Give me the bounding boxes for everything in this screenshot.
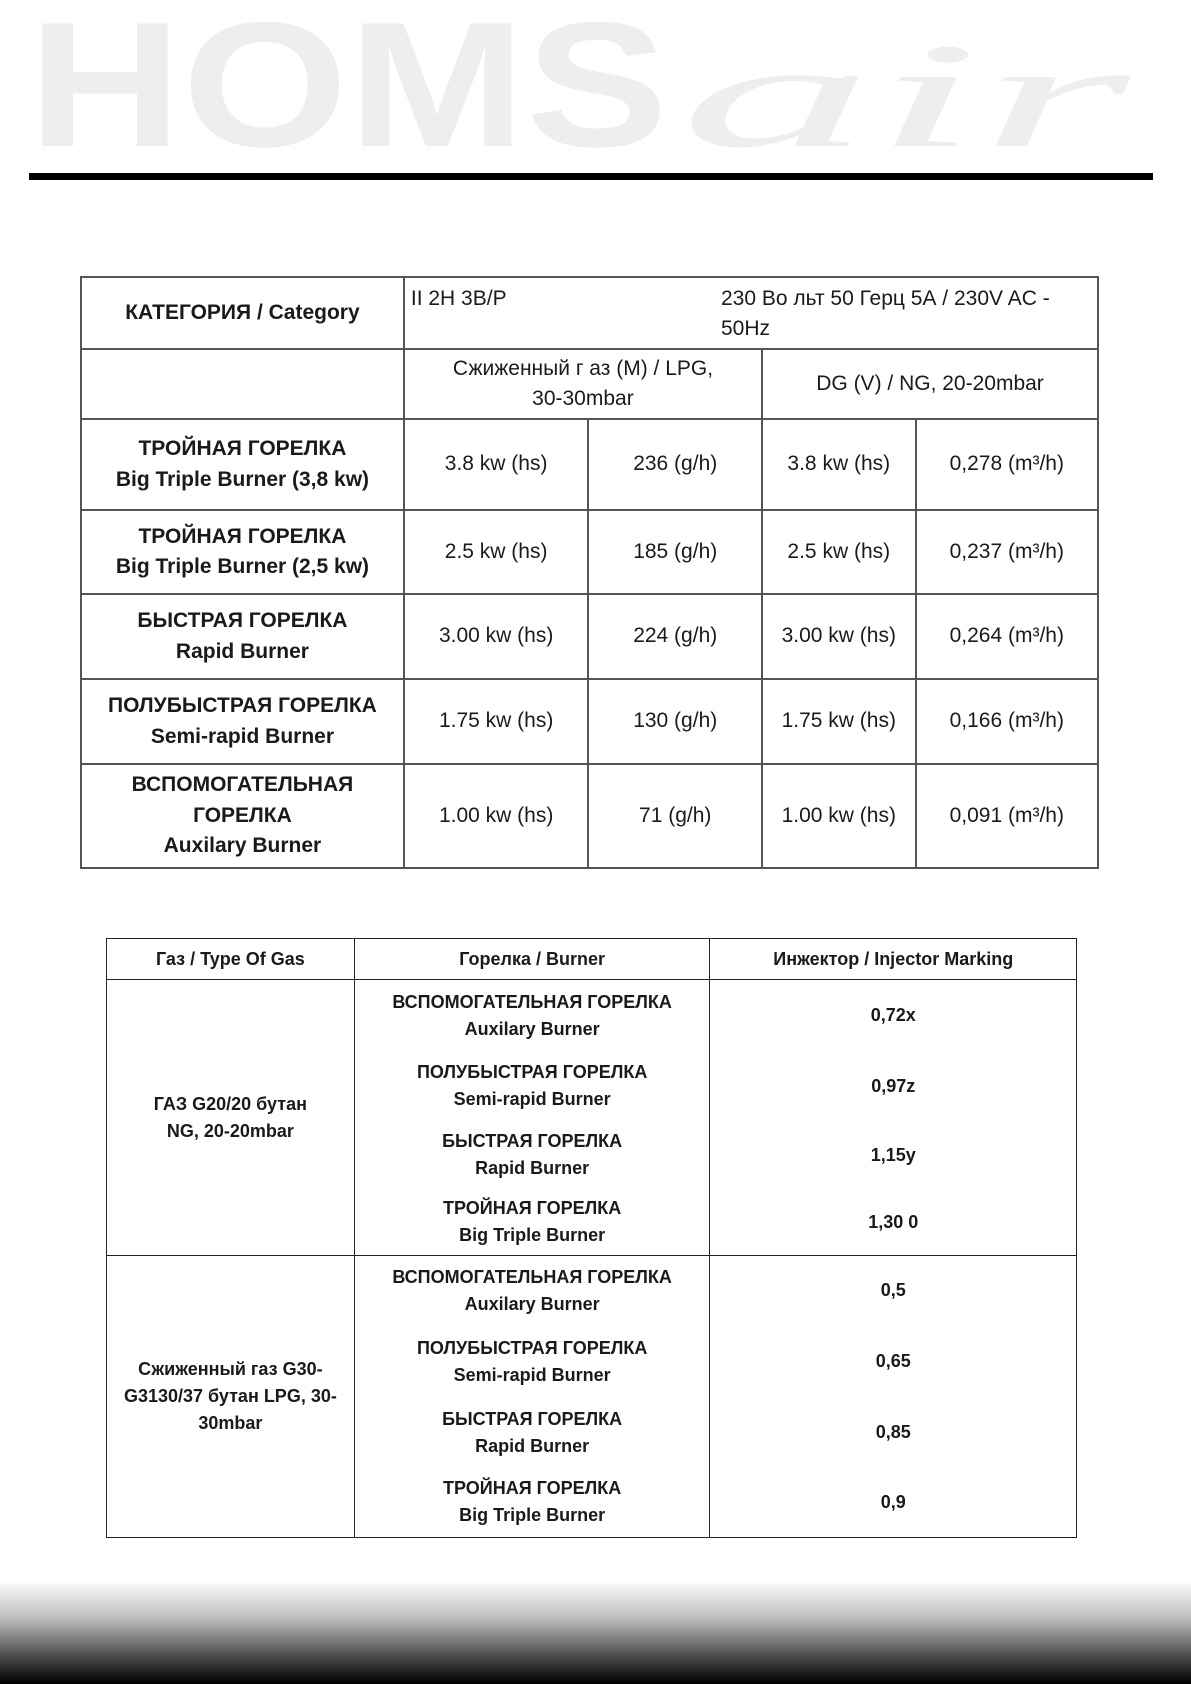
injector-marking: 1,30 0 xyxy=(710,1190,1077,1256)
injector-marking: 0,9 xyxy=(710,1468,1077,1538)
category-label: КАТЕГОРИЯ / Category xyxy=(81,277,404,349)
injector-table xyxy=(106,938,1077,1538)
burner: ПОЛУБЫСТРАЯ ГОРЕЛКА Semi-rapid Burner xyxy=(354,1326,710,1398)
lpg-flow: 71 (g/h) xyxy=(588,764,762,868)
burner: БЫСТРАЯ ГОРЕЛКА Rapid Burner xyxy=(354,1398,710,1468)
lpg-flow: 236 (g/h) xyxy=(588,419,762,510)
burner: ВСПОМОГАТЕЛЬНАЯ ГОРЕЛКА Auxilary Burner xyxy=(354,1256,710,1326)
ng-flow: 0,166 (m³/h) xyxy=(916,679,1098,764)
lpg-flow: 130 (g/h) xyxy=(588,679,762,764)
burner: ПОЛУБЫСТРАЯ ГОРЕЛКА Semi-rapid Burner xyxy=(354,1052,710,1121)
ng-flow: 0,278 (m³/h) xyxy=(916,419,1098,510)
burner: ВСПОМОГАТЕЛЬНАЯ ГОРЕЛКА Auxilary Burner xyxy=(354,980,710,1052)
gas-type: Сжиженный газ G30-G3130/37 бутан LPG, 30-30mbar xyxy=(107,1256,355,1538)
burner: БЫСТРАЯ ГОРЕЛКА Rapid Burner xyxy=(354,1121,710,1190)
lpg-power: 2.5 kw (hs) xyxy=(404,510,589,594)
burner: ТРОЙНАЯ ГОРЕЛКА Big Triple Burner xyxy=(354,1190,710,1256)
gas-type: ГАЗ G20/20 бутан NG, 20-20mbar xyxy=(107,980,355,1256)
category-value: II 2H 3B/P xyxy=(410,287,507,310)
injector-marking: 0,5 xyxy=(710,1256,1077,1326)
burner-name: БЫСТРАЯ ГОРЕЛКА Rapid Burner xyxy=(81,594,404,679)
ng-flow: 0,091 (m³/h) xyxy=(916,764,1098,868)
ng-power: 3.8 kw (hs) xyxy=(762,419,916,510)
table-row xyxy=(81,594,1098,679)
ng-power: 2.5 kw (hs) xyxy=(762,510,916,594)
lpg-header: Сжиженный г аз (M) / LPG, 30-30mbar xyxy=(404,349,762,419)
burner-name: ТРОЙНАЯ ГОРЕЛКА Big Triple Burner (3,8 kw) xyxy=(81,419,404,510)
burner-name: ВСПОМОГАТЕЛЬНАЯ ГОРЕЛКА Auxilary Burner xyxy=(81,764,404,868)
table-row xyxy=(81,510,1098,594)
table-row xyxy=(81,679,1098,764)
header-burner: Горелка / Burner xyxy=(354,939,710,980)
table-row xyxy=(81,419,1098,510)
header-marking: Инжектор / Injector Marking xyxy=(710,939,1077,980)
empty-cell xyxy=(81,349,404,419)
table-row xyxy=(107,980,1077,1052)
svg-text:air: air xyxy=(680,18,1132,158)
injector-marking: 0,97z xyxy=(710,1052,1077,1121)
injector-marking: 0,72x xyxy=(710,980,1077,1052)
category-cell xyxy=(404,277,1098,349)
table-row xyxy=(107,1256,1077,1326)
ng-power: 3.00 kw (hs) xyxy=(762,594,916,679)
header-gas: Газ / Type Of Gas xyxy=(107,939,355,980)
svg-text:HOMS: HOMS xyxy=(28,18,668,158)
burner: ТРОЙНАЯ ГОРЕЛКА Big Triple Burner xyxy=(354,1468,710,1538)
burner-name: ПОЛУБЫСТРАЯ ГОРЕЛКА Semi-rapid Burner xyxy=(81,679,404,764)
lpg-flow: 224 (g/h) xyxy=(588,594,762,679)
lpg-power: 3.8 kw (hs) xyxy=(404,419,589,510)
power-value: 230 Во льт 50 Герц 5А / 230V AC - 50Hz xyxy=(721,287,1050,341)
lpg-flow: 185 (g/h) xyxy=(588,510,762,594)
lpg-power: 1.75 kw (hs) xyxy=(404,679,589,764)
homsair-logo xyxy=(20,18,1170,158)
burner-name: ТРОЙНАЯ ГОРЕЛКА Big Triple Burner (2,5 kw) xyxy=(81,510,404,594)
lpg-power: 1.00 kw (hs) xyxy=(404,764,589,868)
ng-power: 1.75 kw (hs) xyxy=(762,679,916,764)
ng-header: DG (V) / NG, 20-20mbar xyxy=(762,349,1098,419)
table-row xyxy=(81,764,1098,868)
ng-flow: 0,237 (m³/h) xyxy=(916,510,1098,594)
ng-power: 1.00 kw (hs) xyxy=(762,764,916,868)
injector-marking: 0,85 xyxy=(710,1398,1077,1468)
footer-gradient-band xyxy=(0,1583,1191,1684)
ng-flow: 0,264 (m³/h) xyxy=(916,594,1098,679)
injector-marking: 1,15y xyxy=(710,1121,1077,1190)
injector-marking: 0,65 xyxy=(710,1326,1077,1398)
burner-spec-table xyxy=(80,276,1099,869)
lpg-power: 3.00 kw (hs) xyxy=(404,594,589,679)
header-rule xyxy=(29,173,1153,180)
